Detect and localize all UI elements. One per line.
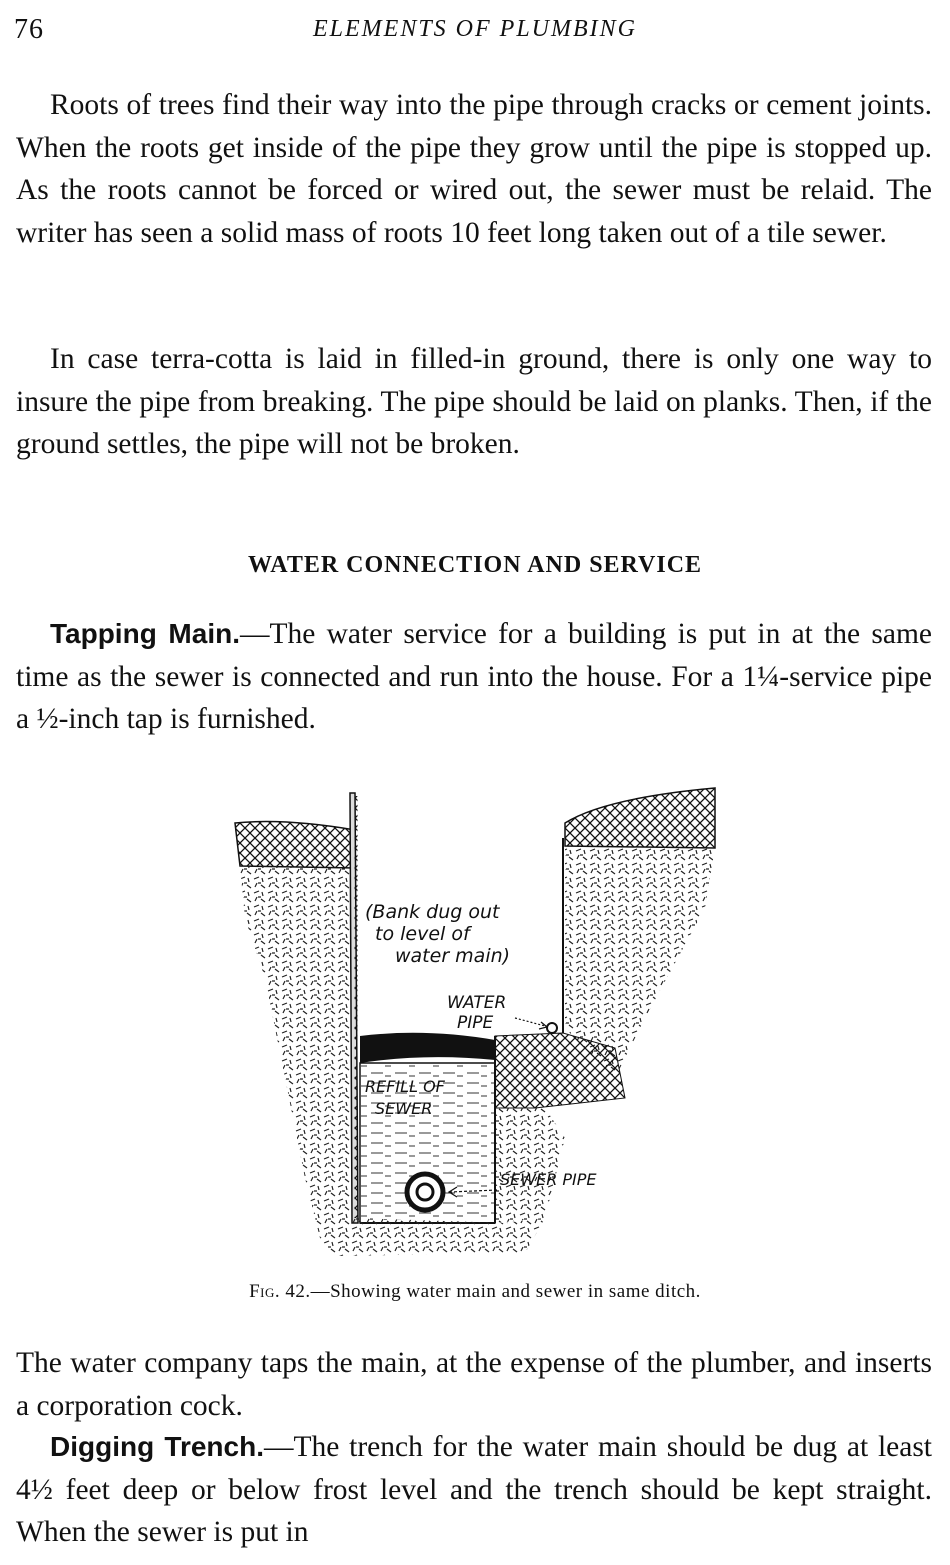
run-in-heading-tapping-main: Tapping Main. xyxy=(50,618,240,649)
bottom-soil xyxy=(320,1218,545,1256)
run-in-heading-digging-trench: Digging Trench. xyxy=(50,1431,264,1462)
left-bank-soil xyxy=(240,866,355,1238)
caption-figure-label: Fig. 42. xyxy=(249,1281,311,1302)
paragraph-water-company: The water company taps the main, at the expense of the plumber, and inserts a corporation cock. xyxy=(16,1347,932,1422)
label-water-pipe-line2: PIPE xyxy=(457,1013,494,1033)
figure-caption xyxy=(0,1281,950,1303)
paragraph-tapping-main-text: —The water service for a building is put in at the same time as the sewer is connected and run into the house. For a 1¼-service pipe a ½-inch tap is furnished. xyxy=(16,618,932,735)
water-pipe-circle xyxy=(547,1023,557,1033)
label-water-pipe-line1: WATER xyxy=(447,993,507,1013)
paragraph-digging-trench xyxy=(16,1426,932,1554)
label-bank-line2: to level of xyxy=(375,923,470,945)
paragraph-tapping-main xyxy=(16,613,932,741)
label-bank-line1: (Bank dug out xyxy=(365,901,500,923)
label-refill-line1: REFILL OF xyxy=(365,1077,445,1096)
label-refill-line2: SEWER xyxy=(375,1099,433,1118)
page-number: 76 xyxy=(14,14,44,45)
right-bank-topsoil xyxy=(565,788,715,848)
label-bank-line3: water main) xyxy=(395,945,511,967)
paragraph-terra-cotta: In case terra-cotta is laid in filled-in ground, there is only one way to insure the pipe from breaking. The pipe should be laid on planks. Then, if the ground settles, the pipe will not be broken. xyxy=(16,343,932,460)
section-heading: WATER CONNECTION AND SERVICE xyxy=(247,552,703,578)
trench-illustration xyxy=(225,778,725,1268)
figure-trench-diagram xyxy=(225,778,725,1268)
lower-right-soil xyxy=(495,1108,565,1223)
left-bank-topsoil xyxy=(235,822,355,868)
running-title: ELEMENTS OF PLUMBING xyxy=(313,16,637,42)
paragraph-roots: Roots of trees find their way into the pipe through cracks or cement joints. When the roots get inside of the pipe they grow until the pipe is stopped up. As the roots cannot be forced or wired out, the sewer must be relaid. The writer has seen a solid mass of roots 10 feet long taken out of a tile sewer. xyxy=(16,89,932,249)
caption-text: —Showing water main and sewer in same ditch. xyxy=(310,1281,701,1302)
label-sewer-pipe: SEWER PIPE xyxy=(500,1170,597,1189)
paragraph-digging-trench-text: —The trench for the water main should be dug at least 4½ feet deep or below frost level and the trench should be kept straight. When the sewer is put in xyxy=(16,1431,933,1548)
dark-refill-band xyxy=(360,1033,495,1063)
